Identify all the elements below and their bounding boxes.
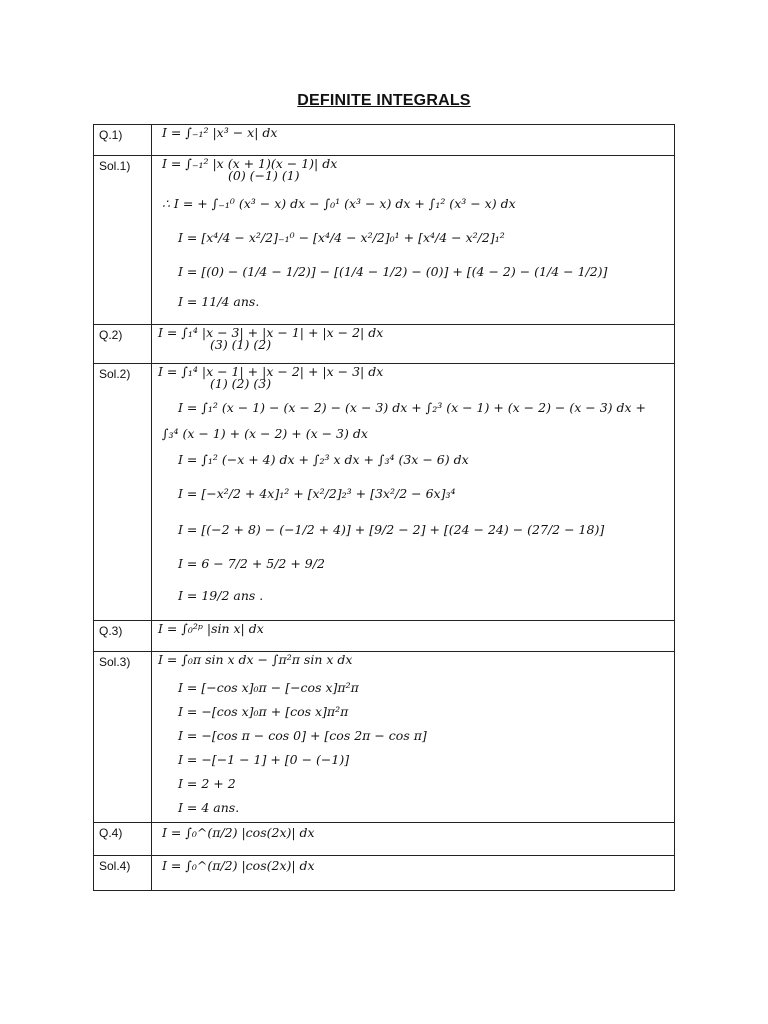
row-label: Sol.1) <box>94 156 152 325</box>
math-line: (1) (2) (3) <box>210 376 272 391</box>
math-line: I = ∫₋₁² |x (x + 1)(x − 1)| dx <box>162 156 338 171</box>
math-lines <box>152 125 674 155</box>
math-line: I = ∫₀^(π/2) |cos(2x)| dx <box>162 825 315 840</box>
math-line: ∴ I = + ∫₋₁⁰ (x³ − x) dx − ∫₀¹ (x³ − x) dx + ∫₁² (x³ − x) dx <box>162 196 516 211</box>
math-lines <box>152 156 674 324</box>
math-line: I = ∫₋₁² |x³ − x| dx <box>162 125 278 140</box>
row-content <box>152 856 675 891</box>
qa-row <box>94 652 675 823</box>
math-line: I = [(0) − (1/4 − 1/2)] − [(1/4 − 1/2) − (0)] + [(4 − 2) − (1/4 − 1/2)] <box>178 264 608 279</box>
math-line: I = 19/2 ans . <box>178 588 264 603</box>
math-line: I = ∫₁² (−x + 4) dx + ∫₂³ x dx + ∫₃⁴ (3x − 6) dx <box>178 452 469 467</box>
math-line: I = ∫₁⁴ |x − 3| + |x − 1| + |x − 2| dx <box>158 325 384 340</box>
math-line: I = [−x²/2 + 4x]₁² + [x²/2]₂³ + [3x²/2 − 6x]₃⁴ <box>178 486 456 501</box>
math-line: ∫₃⁴ (x − 1) + (x − 2) + (x − 3) dx <box>162 426 368 441</box>
row-content <box>152 125 675 156</box>
math-line: I = 11/4 ans. <box>178 294 260 309</box>
math-line: I = ∫₀^(π/2) |cos(2x)| dx <box>162 858 315 873</box>
math-lines <box>152 856 674 890</box>
math-line: I = −[−1 − 1] + [0 − (−1)] <box>178 752 350 767</box>
math-line: I = −[cos x]₀π + [cos x]π²π <box>178 704 349 719</box>
math-line: (0) (−1) (1) <box>228 168 300 183</box>
math-lines <box>152 652 674 822</box>
math-lines <box>152 364 674 620</box>
page-title: DEFINITE INTEGRALS <box>297 92 471 109</box>
math-lines <box>152 325 674 363</box>
math-line: I = −[cos π − cos 0] + [cos 2π − cos π] <box>178 728 427 743</box>
math-line: I = 2 + 2 <box>178 776 236 791</box>
row-content <box>152 364 675 621</box>
row-label: Q.3) <box>94 621 152 652</box>
qa-row <box>94 156 675 325</box>
row-content <box>152 652 675 823</box>
row-label: Sol.3) <box>94 652 152 823</box>
qa-row <box>94 325 675 364</box>
row-label: Sol.2) <box>94 364 152 621</box>
qa-table <box>93 124 675 891</box>
math-line: I = ∫₁² (x − 1) − (x − 2) − (x − 3) dx + ∫₂³ (x − 1) + (x − 2) − (x − 3) dx + <box>178 400 647 415</box>
row-label: Sol.4) <box>94 856 152 891</box>
qa-row <box>94 364 675 621</box>
math-line: I = ∫₀²ᵖ |sin x| dx <box>158 621 264 636</box>
math-line: I = 6 − 7/2 + 5/2 + 9/2 <box>178 556 325 571</box>
math-line: I = [−cos x]₀π − [−cos x]π²π <box>178 680 359 695</box>
math-line: I = 4 ans. <box>178 800 240 815</box>
math-line: I = ∫₀π sin x dx − ∫π²π sin x dx <box>158 652 353 667</box>
row-content <box>152 621 675 652</box>
math-lines <box>152 823 674 855</box>
qa-row <box>94 856 675 891</box>
row-label: Q.2) <box>94 325 152 364</box>
qa-table-body <box>94 125 675 891</box>
row-content <box>152 823 675 856</box>
qa-row <box>94 621 675 652</box>
row-label: Q.1) <box>94 125 152 156</box>
math-lines <box>152 621 674 651</box>
row-content <box>152 156 675 325</box>
qa-row <box>94 125 675 156</box>
math-line: I = [(−2 + 8) − (−1/2 + 4)] + [9/2 − 2] + [(24 − 24) − (27/2 − 18)] <box>178 522 605 537</box>
math-line: I = [x⁴/4 − x²/2]₋₁⁰ − [x⁴/4 − x²/2]₀¹ + [x⁴/4 − x²/2]₁² <box>178 230 505 245</box>
qa-row <box>94 823 675 856</box>
math-line: (3) (1) (2) <box>210 337 272 352</box>
row-content <box>152 325 675 364</box>
math-line: I = ∫₁⁴ |x − 1| + |x − 2| + |x − 3| dx <box>158 364 384 379</box>
row-label: Q.4) <box>94 823 152 856</box>
